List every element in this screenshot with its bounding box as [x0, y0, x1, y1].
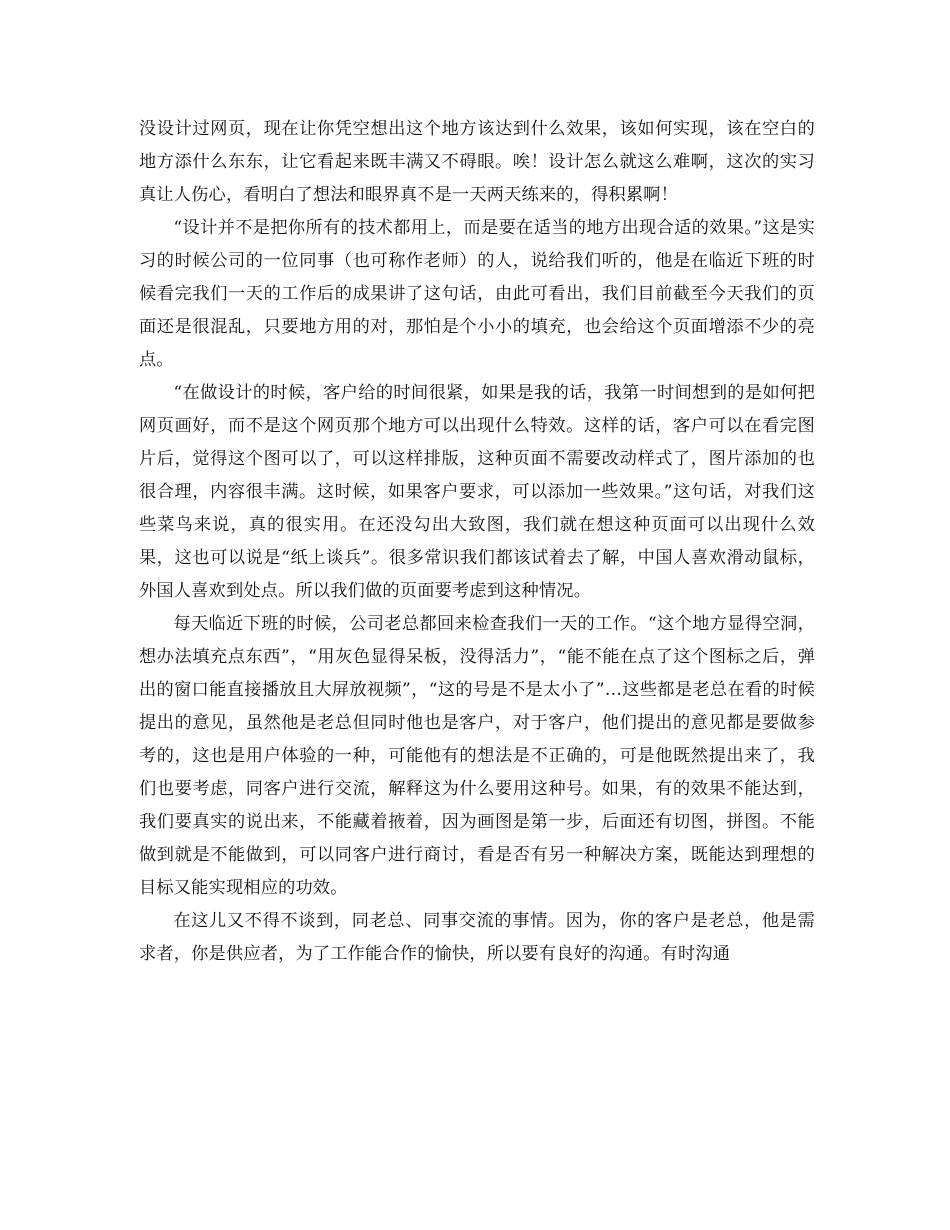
- paragraph-4: 每天临近下班的时候，公司老总都回来检查我们一天的工作。“这个地方显得空洞，想办法填充点东西”，“用灰色显得呆板，没得活力”，“能不能在点了这个图标之后，弹出的窗口能直接播放且大屏放视频”，“这的号是不是太小了”…这些都是老总在看的时候提出的意见，虽然他是老总但同时他也是客户，对于客户，他们提出的意见都是要做参考的，这也是用户体验的一种，可能他有的想法是不正确的，可是他既然提出来了，我们也要考虑，同客户进行交流，解释这为什么要用这种号。如果，有的效果不能达到，我们要真实的说出来，不能藏着掖着，因为画图是第一步，后面还有切图，拼图。不能做到就是不能做到，可以同客户进行商讨，看是否有另一种解决方案，既能达到理想的目标又能实现相应的功效。: [139, 614, 815, 898]
- document-body: [139, 113, 815, 971]
- paragraph-5: 在这儿又不得不谈到，同老总、同事交流的事情。因为，你的客户是老总，他是需求者，你是供应者，为了工作能合作的愉快，所以要有良好的沟通。有时沟通: [139, 911, 815, 964]
- paragraph-3: “在做设计的时候，客户给的时间很紧，如果是我的话，我第一时间想到的是如何把网页画好，而不是这个网页那个地方可以出现什么特效。这样的话，客户可以在看完图片后，觉得这个图可以了，可以这样排版，这种页面不需要改动样式了，图片添加的也很合理，内容很丰满。这时候，如果客户要求，可以添加一些效果。”这句话，对我们这些菜鸟来说，真的很实用。在还没勾出大致图，我们就在想这种页面可以出现什么效果，这也可以说是“纸上谈兵”。很多常识我们都该试着去了解，中国人喜欢滑动鼠标，外国人喜欢到处点。所以我们做的页面要考虑到这种情况。: [139, 383, 815, 601]
- paragraph-2: “设计并不是把你所有的技术都用上，而是要在适当的地方出现合适的效果。”这是实习的时候公司的一位同事（也可称作老师）的人，说给我们听的，他是在临近下班的时候看完我们一天的工作后的成果讲了这句话，由此可看出，我们目前截至今天我们的页面还是很混乱，只要地方用的对，那怕是个小小的填充，也会给这个页面增添不少的亮点。: [139, 218, 815, 370]
- paragraph-1: 没设计过网页，现在让你凭空想出这个地方该达到什么效果，该如何实现，该在空白的地方添什么东东，让它看起来既丰满又不碍眼。唉！设计怎么就这么难啊，这次的实习真让人伤心，看明白了想法和眼界真不是一天两天练来的，得积累啊！: [139, 119, 815, 205]
